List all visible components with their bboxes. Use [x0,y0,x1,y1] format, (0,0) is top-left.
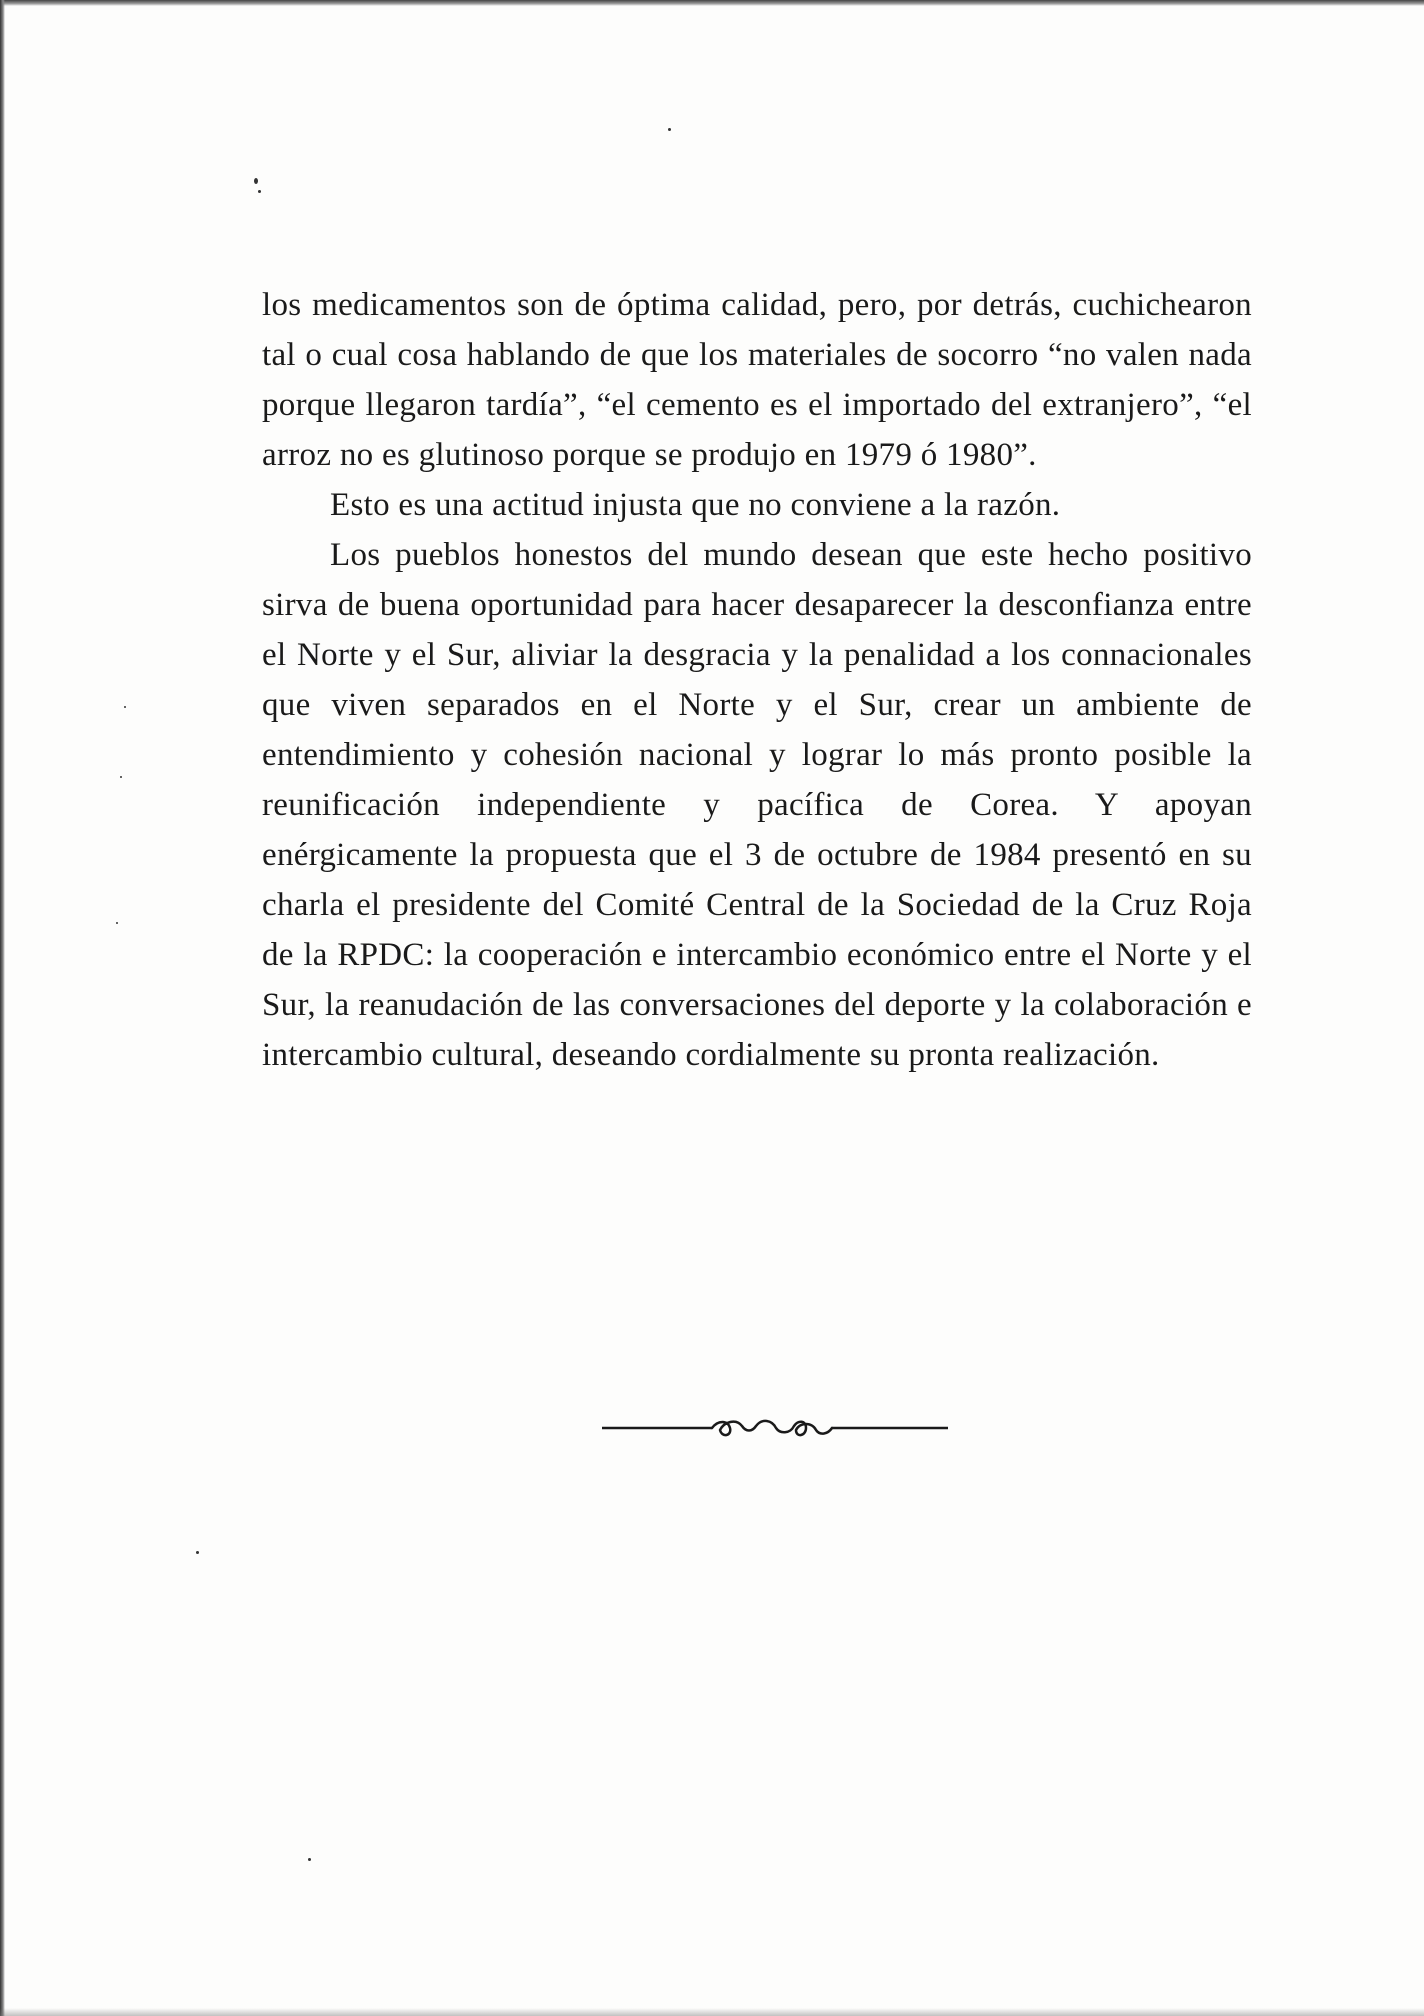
scan-speck [196,1551,199,1554]
scan-speck [120,776,122,778]
flourish-divider-icon [600,1408,950,1448]
paragraph-pueblos: Los pueblos honestos del mundo desean que este hecho positivo sirva de buena oportunidad para hacer desaparecer la desconfianza entre el Norte y el Sur, aliviar la desgracia y la penalidad a los connacionales que viven separados en el Norte y el Sur, crear un ambiente de entendimiento y cohesión nacional y lograr lo más pronto posible la reunificación independiente y pacífica de Corea. Y apoyan enérgicamente la propuesta que el 3 de octubre de 1984 presentó en su charla el presidente del Comité Central de la Sociedad de la Cruz Roja de la RPDC: la cooperación e intercambio económico entre el Norte y el Sur, la reanudación de las conversaciones del deporte y la colaboración e intercambio cultural, deseando cordialmente su pronta realización. [262,537,1252,1073]
body-text [262,280,1252,1080]
scan-speck [308,1858,311,1861]
scan-speck [254,178,258,184]
scan-edge-left [0,0,5,2016]
paragraph-actitud: Esto es una actitud injusta que no conviene a la razón. [330,487,1061,523]
scan-edge-top [0,0,1424,6]
scan-speck [124,706,126,708]
scan-speck [668,128,671,131]
scan-edge-bottom [0,2008,1424,2016]
scan-speck [116,922,118,924]
scan-speck [258,190,261,193]
paragraph-continuation: los medicamentos son de óptima calidad, pero, por detrás, cuchichearon tal o cual cosa hablando de que los materiales de socorro “no valen nada porque llegaron tardía”, “el cemento es el importado del extranjero”, “el arroz no es glutinoso porque se produjo en 1979 ó 1980”. [262,287,1252,473]
